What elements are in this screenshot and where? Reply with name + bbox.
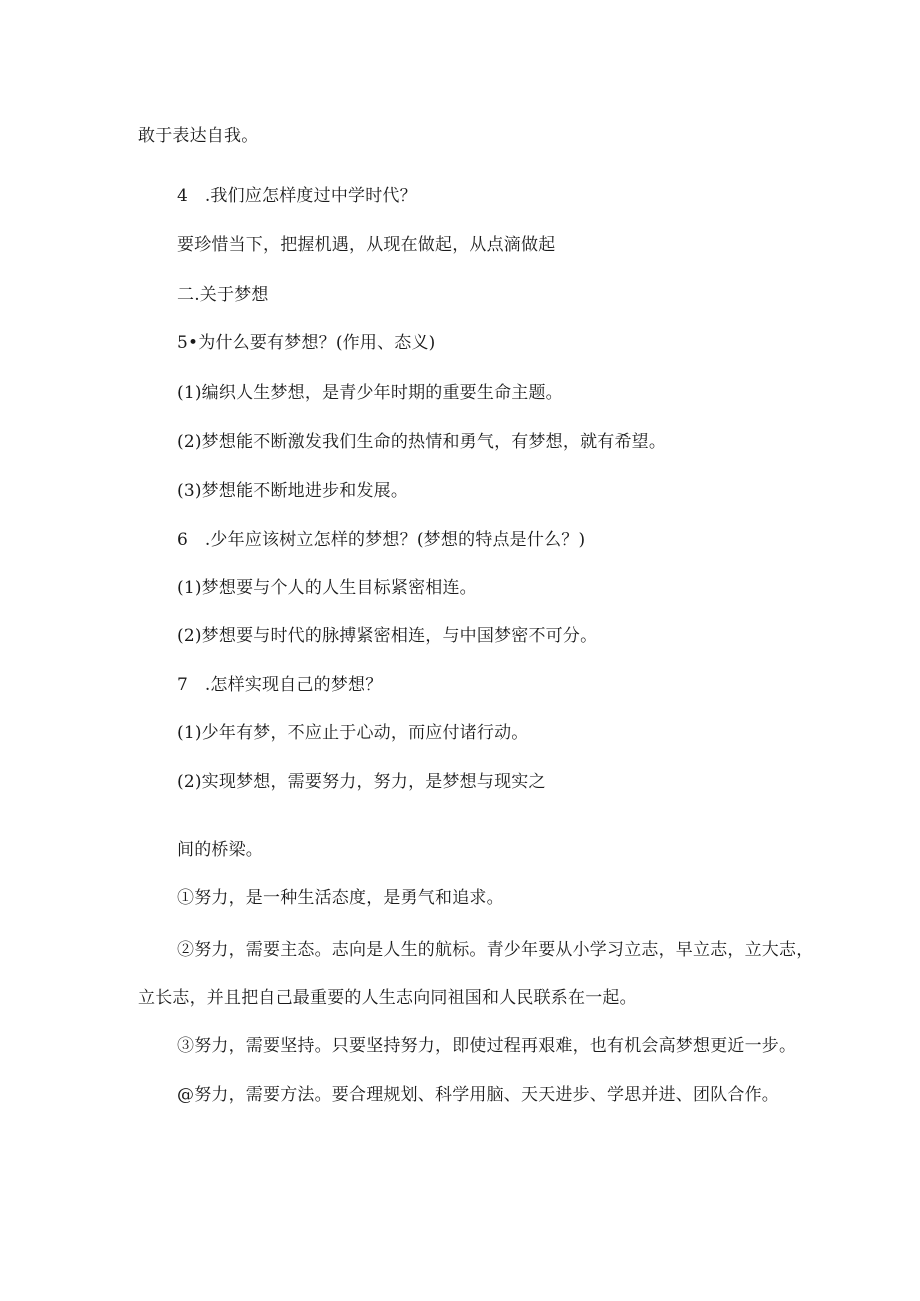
effort-point-2-continued: 立长志，并且把自己最重要的人生志向同祖国和人民联系在一起。 [138,988,637,1008]
question-7: 7 .怎样实现自己的梦想？ [177,675,383,695]
question-4: 4 .我们应怎样度过中学时代？ [177,186,417,206]
effort-point-1: ①努力，是一种生活态度，是勇气和追求。 [177,888,504,908]
answer-5-item-3: (3)梦想能不断地进步和发展。 [177,481,409,501]
question-5: 5•为什么要有梦想？(作用、态义) [177,333,436,353]
question-6: 6 .少年应该树立怎样的梦想？(梦想的特点是什么？) [177,530,586,550]
answer-6-item-1: (1)梦想要与个人的人生目标紧密相连。 [177,578,477,598]
effort-point-3: ③努力，需要坚持。只要坚持努力，即使过程再艰难，也有机会高梦想更近一步。 [177,1036,797,1056]
answer-7-item-1: (1)少年有梦，不应止于心动，而应付诸行动。 [177,723,529,743]
text-line-continuation: 敢于表达自我。 [138,126,259,146]
section-heading-2: 二.关于梦想 [177,285,269,305]
answer-7-item-2-continued: 间的桥梁。 [177,840,263,860]
answer-5-item-2: (2)梦想能不断激发我们生命的热情和勇气，有梦想，就有希望。 [177,432,667,452]
answer-4: 要珍惜当下，把握机遇，从现在做起，从点滴做起 [177,235,556,255]
effort-point-4: @努力，需要方法。要合理规划、科学用脑、天天进步、学思并进、团队合作。 [177,1085,779,1105]
effort-point-2: ②努力，需要主态。志向是人生的航标。青少年要从小学习立志，早立志，立大志， [177,940,814,960]
answer-5-item-1: (1)编织人生梦想，是青少年时期的重要生命主题。 [177,383,563,403]
answer-6-item-2: (2)梦想要与时代的脉搏紧密相连，与中国梦密不可分。 [177,626,598,646]
answer-7-item-2: (2)实现梦想，需要努力，努力，是梦想与现实之 [177,772,546,792]
